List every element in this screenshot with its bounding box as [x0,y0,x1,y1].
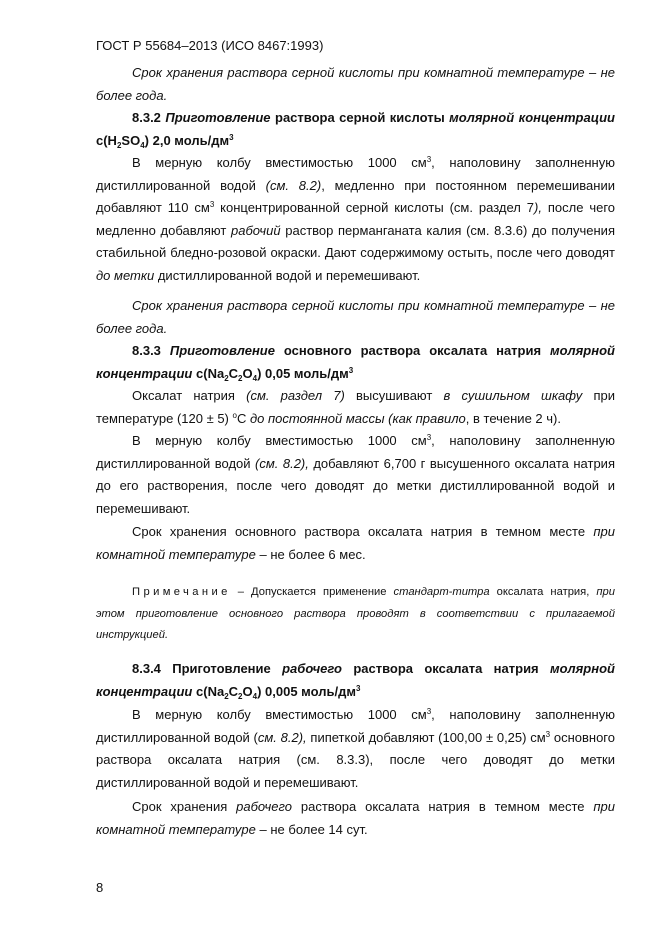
page-number: 8 [96,880,104,895]
paragraph-oxalate-main-solution: В мерную колбу вместимостью 1000 $см^3$, наполовину заполненную дистиллированной водой (см. 8.2), добавляют 6,700 г высушенного оксалата натрия до его растворения, после чего доводят до метки дистиллированной водой и перемешивают. [96,433,615,516]
paragraph-oxalate-drying: Оксалат натрия (см. раздел 7) высушивают в сушильном шкафу при температуре (120 ± 5) $^o$С до постоянной массы (как правило, в течение 2 ч). [96,388,615,426]
section-heading-8-3-4: 8.3.4 Приготовление рабочего раствора оксалата натрия молярной концентрации $с(Na_2C_2O_4)$ 0,005 моль/$дм^3$ [96,661,615,701]
paragraph-acid-preparation: В мерную колбу вместимостью 1000 $см^3$, наполовину заполненную дистиллированной водой (см. 8.2), медленно при постоянном перемешивании добавляют 110 $см^3$ концентрированной серной кислоты (см. раздел 7), после чего медленно добавляют рабочий раствор перманганата калия (см. 8.3.6) до получения стабильной бледно-розовой окраски. Дают содержимому остыть, после чего доводят до метки дистиллированной водой и перемешивают. [96,155,616,283]
section-heading-8-3-2: 8.3.2 Приготовление раствора серной кислоты молярной концентрации $с(H_2SO_4)$ 2,0 моль/$дм^3$ [96,110,615,150]
note-label: Примечание [132,586,231,598]
paragraph-storage-oxalate-main: Срок хранения основного раствора оксалата натрия в темном месте при комнатной температуре – не более 6 мес. [96,524,615,562]
paragraph-storage-acid-1: Срок хранения раствора серной кислоты при комнатной температуре – не более года. [96,65,615,103]
section-heading-8-3-3: 8.3.3 Приготовление основного раствора оксалата натрия молярной концентрации $с(Na_2C_2O_4)$ 0,05 моль/$дм^3$ [96,343,615,383]
paragraph-storage-acid-2: Срок хранения раствора серной кислоты при комнатной температуре – не более года. [96,298,615,336]
note-block: Примечание – Допускается применение стандарт-титра оксалата натрия, при этом приготовление основного раствора проводят в соответствии с прилагаемой инструкцией. [96,586,615,641]
page-header: ГОСТ Р 55684–2013 (ИСО 8467:1993) [96,38,324,53]
paragraph-oxalate-working-solution: В мерную колбу вместимостью 1000 $см^3$, наполовину заполненную дистиллированной водой (см. 8.2), пипеткой добавляют (100,00 ± 0,25) $см^3$ основного раствора оксалата натрия (см. 8.3.3), после чего доводят до метки дистиллированной водой и перемешивают. [96,707,615,790]
paragraph-storage-oxalate-working: Срок хранения рабочего раствора оксалата натрия в темном месте при комнатной температуре – не более 14 сут. [96,799,616,837]
